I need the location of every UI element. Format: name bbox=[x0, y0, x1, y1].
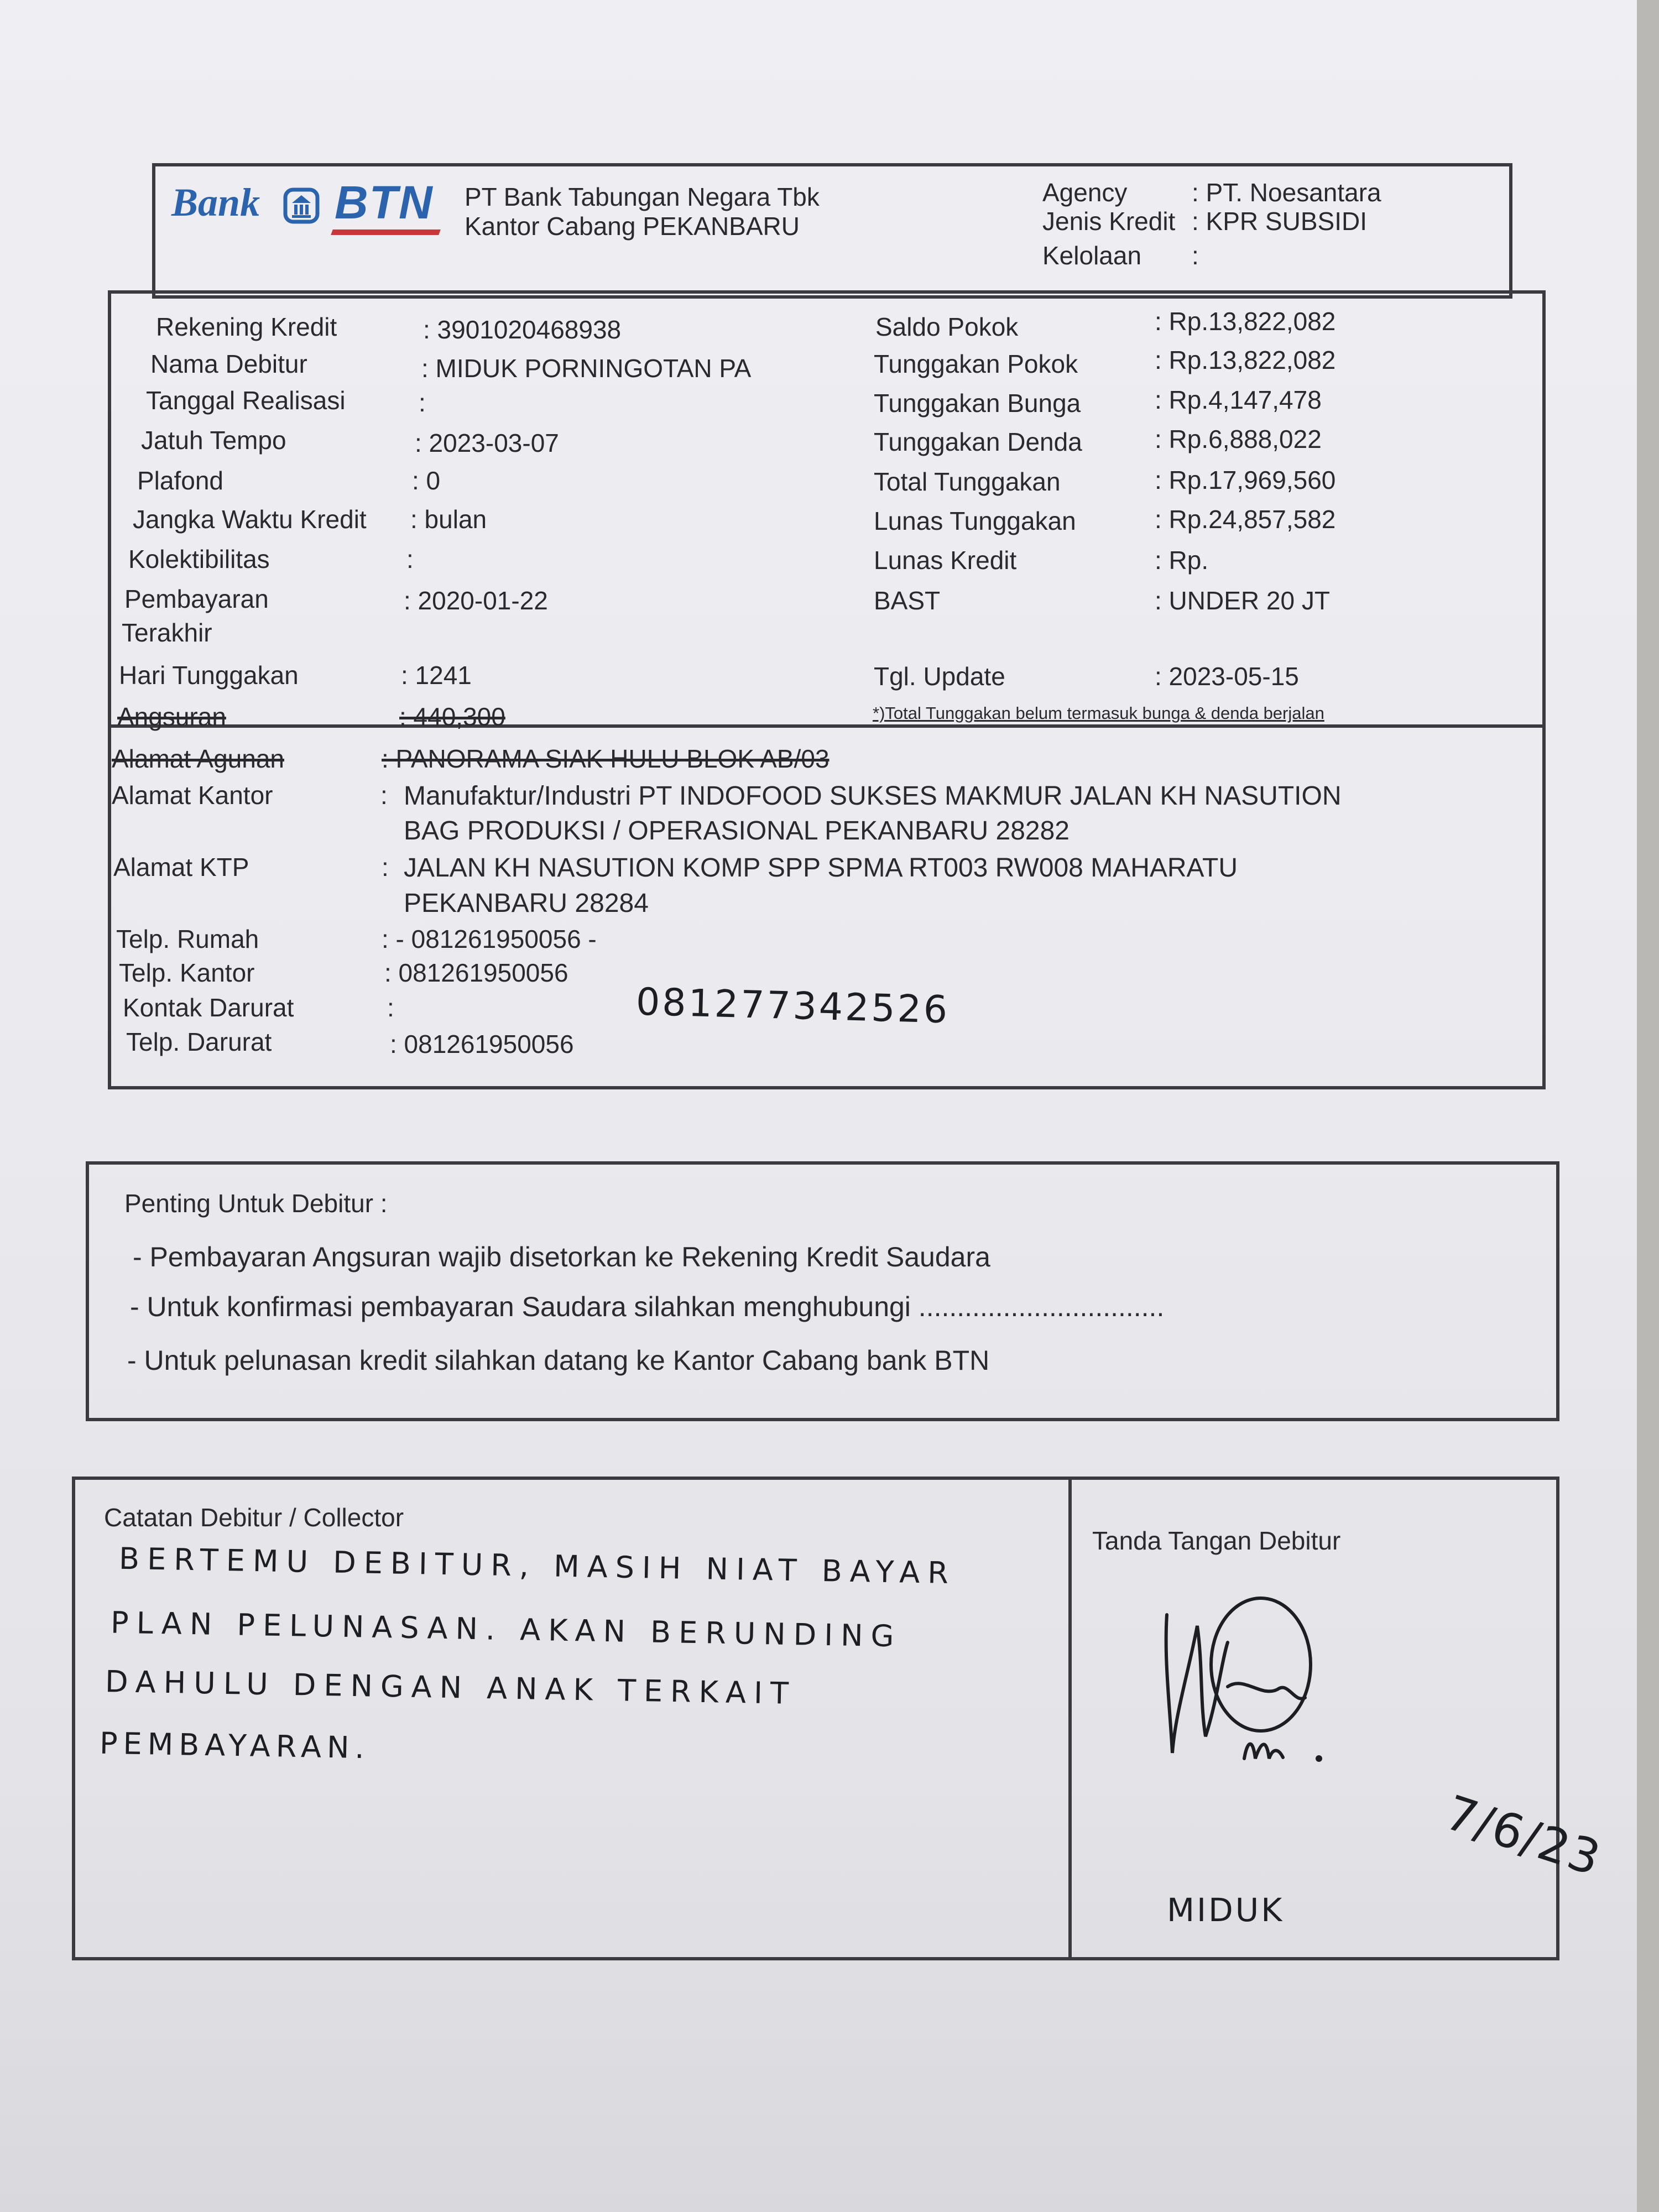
handwritten-note-line: PEMBAYARAN. bbox=[99, 1725, 371, 1766]
logo-bank-text: Bank bbox=[171, 180, 260, 225]
alamat-kantor-line2: BAG PRODUKSI / OPERASIONAL PEKANBARU 28282 bbox=[404, 816, 1070, 846]
telp-darurat-label: Telp. Darurat bbox=[126, 1027, 272, 1056]
jenis-kredit-value: : KPR SUBSIDI bbox=[1192, 207, 1367, 236]
field-label: Nama Debitur bbox=[150, 349, 307, 378]
alamat-agunan-label: Alamat Agunan bbox=[112, 744, 285, 773]
notice-line: - Untuk pelunasan kredit silahkan datang ke Kantor Cabang bank BTN bbox=[127, 1345, 990, 1376]
field-label: Saldo Pokok bbox=[875, 312, 1019, 341]
field-label: BAST bbox=[874, 586, 941, 615]
address-divider bbox=[108, 724, 1546, 728]
field-value: : Rp. bbox=[1155, 546, 1209, 575]
alamat-ktp-line2: PEKANBARU 28284 bbox=[404, 889, 649, 918]
telp-rumah-value: : - 081261950056 - bbox=[382, 925, 597, 953]
notice-line: - Pembayaran Angsuran wajib disetorkan ke Rekening Kredit Saudara bbox=[133, 1241, 990, 1272]
field-label: Hari Tunggakan bbox=[119, 661, 299, 690]
field-value: : UNDER 20 JT bbox=[1155, 586, 1330, 615]
field-value: : Rp.24,857,582 bbox=[1155, 505, 1336, 534]
alamat-kantor-colon: : bbox=[380, 781, 388, 810]
field-label: Kolektibilitas bbox=[128, 545, 270, 573]
field-value: : 3901020468938 bbox=[423, 315, 622, 344]
field-value: : Rp.17,969,560 bbox=[1155, 466, 1336, 494]
company-name: PT Bank Tabungan Negara Tbk bbox=[465, 182, 820, 211]
logo-btn-text: BTN bbox=[335, 176, 434, 228]
logo-underline bbox=[331, 229, 441, 235]
field-label: Jatuh Tempo bbox=[141, 426, 286, 455]
signature-divider bbox=[1068, 1477, 1072, 1960]
field-label: Plafond bbox=[137, 466, 224, 495]
telp-kantor-label: Telp. Kantor bbox=[119, 958, 255, 987]
handwritten-note-line: DAHULU DENGAN ANAK TERKAIT bbox=[105, 1664, 797, 1711]
signature-date: 7/6/23 bbox=[1438, 1785, 1608, 1887]
kelolaan-label: Kelolaan bbox=[1042, 241, 1142, 270]
field-value: : Rp.6,888,022 bbox=[1155, 425, 1322, 453]
field-value: : 2020-01-22 bbox=[404, 586, 548, 615]
field-value: : 1241 bbox=[401, 661, 472, 690]
alamat-ktp-line1: JALAN KH NASUTION KOMP SPP SPMA RT003 RW008 MAHARATU bbox=[404, 853, 1238, 883]
field-value: : bulan bbox=[410, 505, 487, 534]
jenis-kredit-label: Jenis Kredit bbox=[1042, 207, 1176, 236]
telp-rumah-label: Telp. Rumah bbox=[116, 925, 259, 953]
signature-label: Tanda Tangan Debitur bbox=[1092, 1526, 1341, 1555]
alamat-kantor-label: Alamat Kantor bbox=[112, 781, 273, 810]
field-label: Tanggal Realisasi bbox=[146, 386, 346, 415]
branch-name: Kantor Cabang PEKANBARU bbox=[465, 212, 800, 241]
field-label: Rekening Kredit bbox=[156, 312, 337, 341]
kontak-darurat-value: : bbox=[387, 993, 394, 1022]
signature-name: MIDUK bbox=[1167, 1891, 1285, 1929]
notice-line: - Untuk konfirmasi pembayaran Saudara silahkan menghubungi ................................ bbox=[130, 1291, 1165, 1322]
agency-label: Agency bbox=[1042, 178, 1128, 207]
handwritten-note-line: PLAN PELUNASAN. AKAN BERUNDING bbox=[110, 1605, 902, 1654]
field-label: Tunggakan Denda bbox=[874, 427, 1082, 456]
field-label: Terakhir bbox=[122, 618, 212, 647]
agency-value: : PT. Noesantara bbox=[1192, 178, 1381, 207]
field-value: : bbox=[419, 388, 426, 417]
field-label: Lunas Kredit bbox=[874, 546, 1017, 575]
alamat-kantor-line1: Manufaktur/Industri PT INDOFOOD SUKSES MAKMUR JALAN KH NASUTION bbox=[404, 781, 1342, 811]
field-value: : bbox=[406, 545, 414, 573]
kontak-darurat-label: Kontak Darurat bbox=[123, 993, 294, 1022]
alamat-agunan-value: : PANORAMA SIAK HULU BLOK AB/03 bbox=[382, 744, 830, 773]
field-label: Tunggakan Bunga bbox=[874, 389, 1081, 418]
field-label: Tunggakan Pokok bbox=[874, 349, 1078, 378]
field-label: Tgl. Update bbox=[874, 662, 1005, 691]
field-value: : 2023-03-07 bbox=[415, 429, 559, 457]
field-value: : Rp.4,147,478 bbox=[1155, 385, 1322, 414]
handwritten-note-line: BERTEMU DEBITUR, MASIH NIAT BAYAR bbox=[118, 1541, 957, 1591]
footnote: *)Total Tunggakan belum termasuk bunga & denda berjalan bbox=[873, 703, 1324, 723]
field-label: Pembayaran bbox=[124, 585, 269, 613]
field-value: : MIDUK PORNINGOTAN PA bbox=[421, 354, 752, 383]
field-value: : 2023-05-15 bbox=[1155, 662, 1299, 691]
field-label: Total Tunggakan bbox=[874, 467, 1061, 496]
notice-title: Penting Untuk Debitur : bbox=[124, 1189, 388, 1218]
field-label: Lunas Tunggakan bbox=[874, 507, 1076, 535]
field-label: Angsuran bbox=[117, 702, 226, 731]
field-label: Jangka Waktu Kredit bbox=[133, 505, 367, 534]
telp-kantor-value: : 081261950056 bbox=[384, 958, 568, 987]
telp-darurat-value: : 081261950056 bbox=[390, 1030, 574, 1058]
field-value: : 0 bbox=[412, 466, 441, 495]
handwritten-phone: 081277342526 bbox=[635, 980, 951, 1032]
debtor-signature-drawing bbox=[1150, 1593, 1349, 1803]
field-value: : Rp.13,822,082 bbox=[1155, 307, 1336, 336]
alamat-ktp-colon: : bbox=[382, 853, 389, 881]
field-value: : 440,300 bbox=[399, 702, 505, 731]
notes-label: Catatan Debitur / Collector bbox=[104, 1503, 404, 1532]
field-value: : Rp.13,822,082 bbox=[1155, 346, 1336, 374]
alamat-ktp-label: Alamat KTP bbox=[113, 853, 249, 881]
bank-building-icon bbox=[282, 186, 321, 225]
kelolaan-value: : bbox=[1192, 241, 1199, 270]
